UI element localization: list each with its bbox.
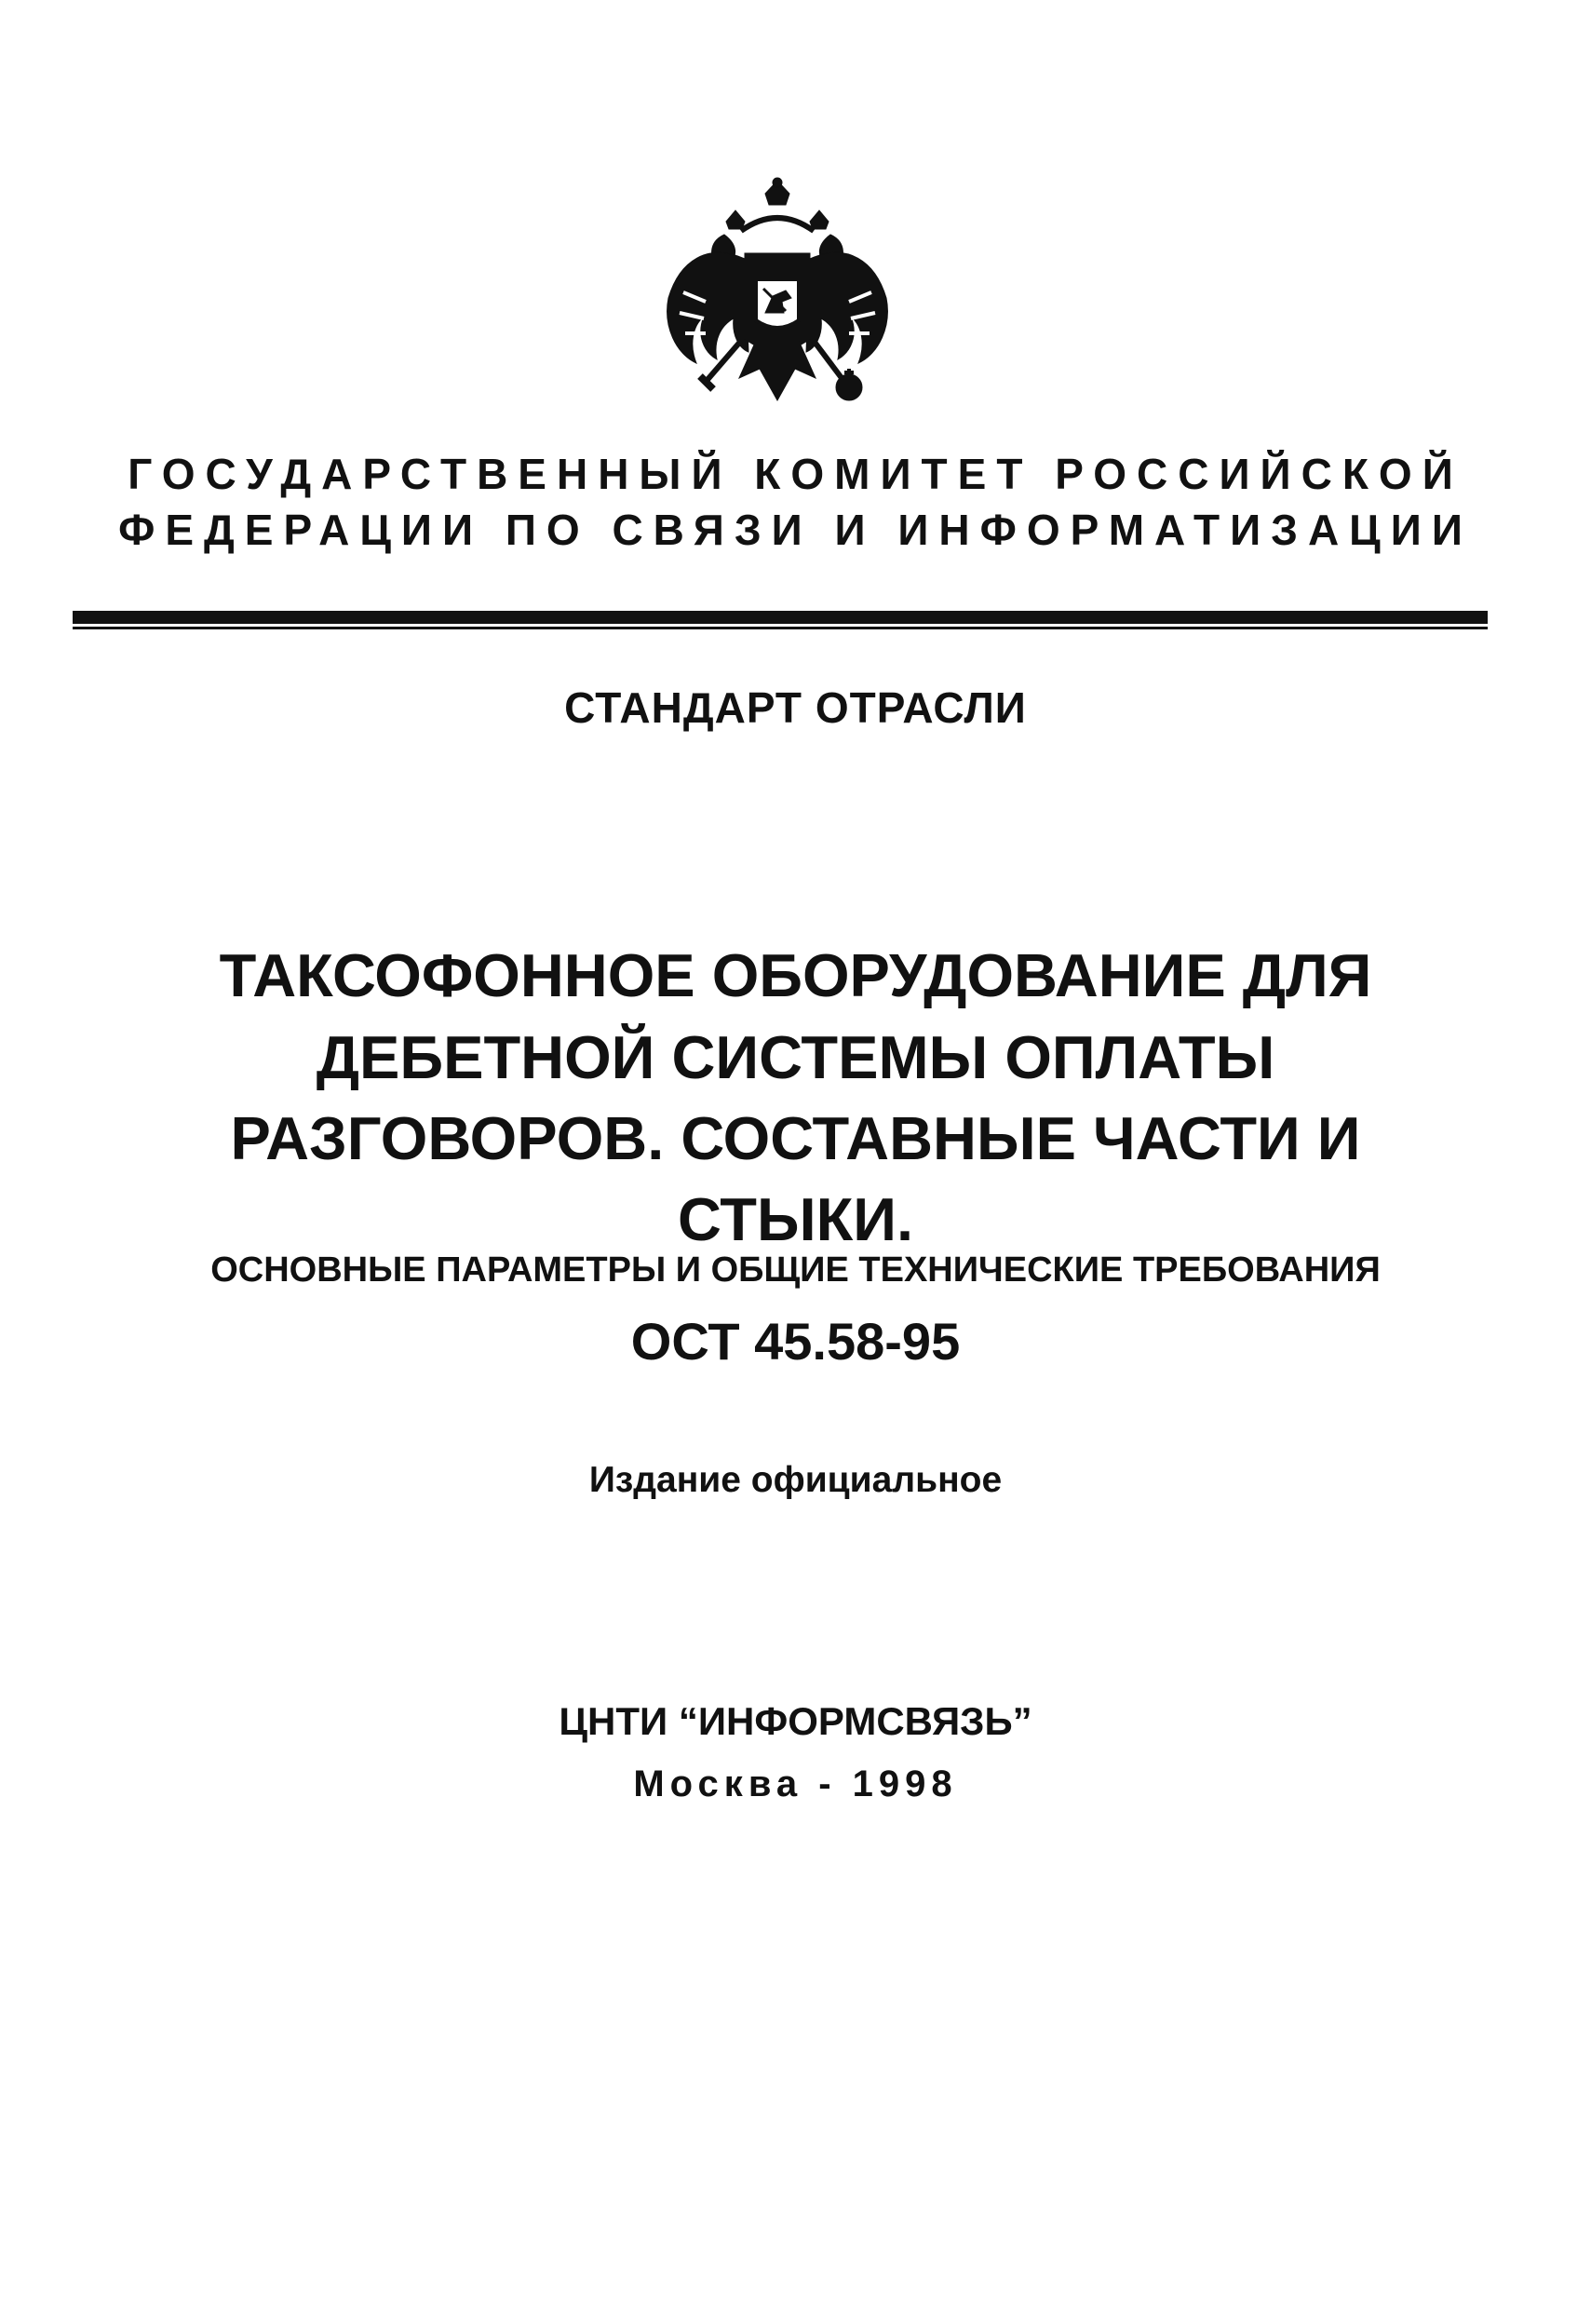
edition-note: Издание официальное bbox=[588, 1460, 1003, 1500]
document-category: СТАНДАРТ ОТРАСЛИ bbox=[564, 683, 1027, 732]
header-divider-thin bbox=[73, 627, 1488, 629]
russian-double-headed-eagle-icon bbox=[652, 177, 903, 428]
standard-code: ОСТ 45.58-95 bbox=[630, 1312, 961, 1371]
committee-name-line-1: ГОСУДАРСТВЕННЫЙ КОМИТЕТ РОССИЙСКОЙ bbox=[128, 450, 1463, 498]
publisher-name: ЦНТИ “ИНФОРМСВЯЗЬ” bbox=[559, 1699, 1032, 1743]
document-title-line-4: СТЫКИ. bbox=[677, 1185, 914, 1253]
document-subtitle: ОСНОВНЫЕ ПАРАМЕТРЫ И ОБЩИЕ ТЕХНИЧЕСКИЕ ТРЕБОВАНИЯ bbox=[210, 1250, 1381, 1290]
city-year: Москва - 1998 bbox=[633, 1763, 958, 1804]
committee-name-line-2: ФЕДЕРАЦИИ ПО СВЯЗИ И ИНФОРМАТИЗАЦИИ bbox=[118, 506, 1473, 554]
document-title-line-2: ДЕБЕТНОЙ СИСТЕМЫ ОПЛАТЫ bbox=[316, 1023, 1275, 1091]
header-divider bbox=[73, 611, 1488, 624]
document-title-line-3: РАЗГОВОРОВ. СОСТАВНЫЕ ЧАСТИ И bbox=[230, 1104, 1361, 1172]
document-title-line-1: ТАКСОФОННОЕ ОБОРУДОВАНИЕ ДЛЯ bbox=[219, 941, 1372, 1009]
